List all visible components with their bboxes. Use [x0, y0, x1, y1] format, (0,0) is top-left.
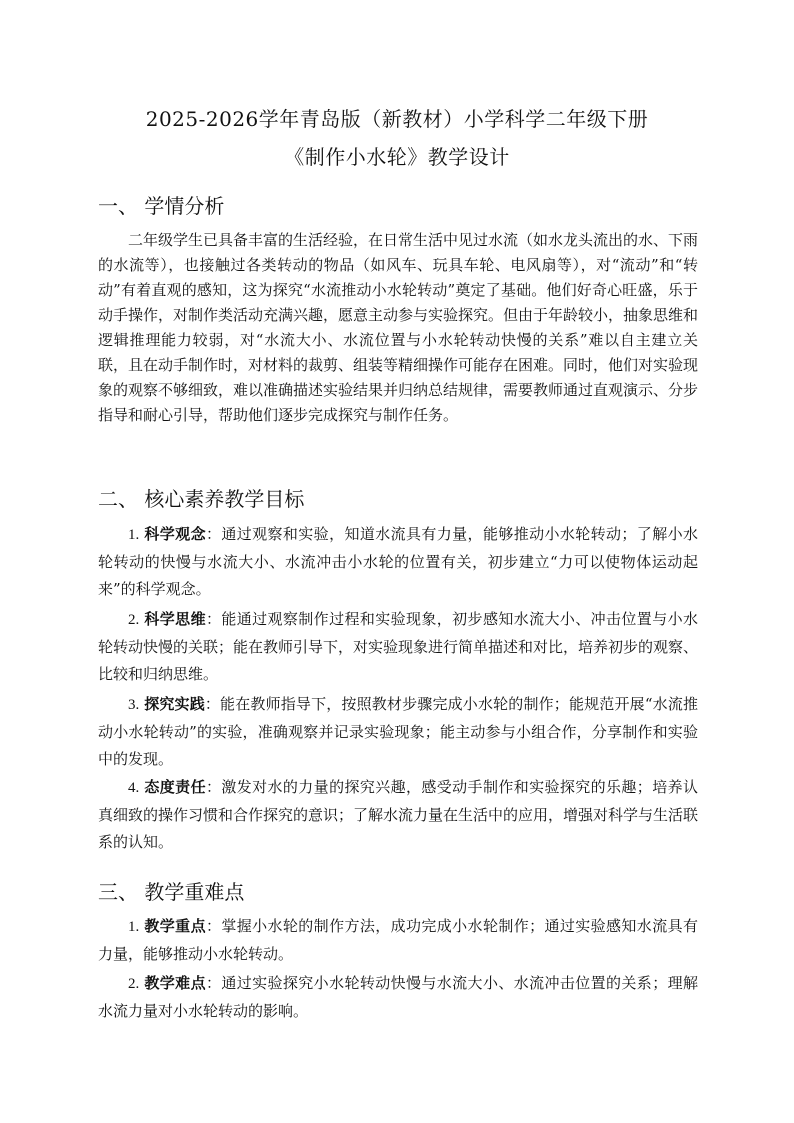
- objective-number: 4.: [128, 780, 140, 796]
- section1-paragraph: 二年级学生已具备丰富的生活经验，在日常生活中见过水流（如水龙头流出的水、下雨的水流等），也接触过各类转动的物品（如风车、玩具车轮、电风扇等），对“流动”和“转动”有着直观的感知，这为探究“水流推动小水轮转动”奠定了基础。他们好奇心旺盛，乐于动手操作，对制作类活动充满兴趣，愿意主动参与实验探究。但由于年龄较小，抽象思维和逻辑推理能力较弱，对“水流大小、水流位置与小水轮转动快慢的关系”难以自主建立关联，且在动手制作时，对材料的裁剪、组装等精细操作可能存在困难。同时，他们对实验现象的观察不够细致，难以准确描述实验结果并归纳总结规律，需要教师通过直观演示、分步指导和耐心引导，帮助他们逐步完成探究与制作任务。: [98, 231, 699, 424]
- keypoint-item: [98, 913, 698, 968]
- keypoint-item: [98, 970, 698, 1025]
- objective-label: 态度责任: [144, 778, 206, 796]
- keypoint-text: ：掌握小水轮的制作方法，成功完成小水轮制作；通过实验感知水流具有力量，能够推动小水轮转动。: [98, 917, 698, 963]
- objective-label: 探究实践: [144, 695, 205, 713]
- objective-text: ：能在教师指导下，按照教材步骤完成小水轮的制作；能规范开展“水流推动小水轮转动”的实验，准确观察并记录实验现象；能主动参与小组合作，分享制作和实验中的发现。: [98, 695, 698, 768]
- objective-label: 科学观念: [144, 525, 206, 543]
- objective-text: ：通过观察和实验，知道水流具有力量，能够推动小水轮转动；了解小水轮转动的快慢与水流大小、水流冲击小水轮的位置有关，初步建立“力可以使物体运动起来”的科学观念。: [98, 525, 698, 598]
- keypoint-number: 2.: [128, 976, 140, 992]
- keypoint-text: ：通过实验探究小水轮转动快慢与水流大小、水流冲击位置的关系；理解水流力量对小水轮转动的影响。: [98, 974, 698, 1020]
- objective-number: 3.: [128, 697, 140, 713]
- objective-number: 2.: [128, 612, 140, 628]
- keypoint-label: 教学难点: [144, 974, 206, 992]
- objective-text: ：激发对水的力量的探究兴趣，感受动手制作和实验探究的乐趣；培养认真细致的操作习惯和合作探究的意识；了解水流力量在生活中的应用，增强对科学与生活联系的认知。: [98, 778, 699, 851]
- objective-item: [98, 774, 698, 856]
- keypoint-number: 1.: [128, 919, 140, 935]
- document-title-line2: 《制作小水轮》教学设计: [284, 145, 510, 169]
- section3-heading: 三、 教学重难点: [98, 880, 245, 904]
- document-title-line1: 2025-2026学年青岛版（新教材）小学科学二年级下册: [145, 107, 649, 131]
- objective-label: 科学思维: [144, 610, 206, 628]
- keypoint-label: 教学重点: [144, 917, 206, 935]
- objective-item: [98, 606, 698, 688]
- objective-text: ：能通过观察制作过程和实验现象，初步感知水流大小、冲击位置与小水轮转动快慢的关联；能在教师引导下，对实验现象进行简单描述和对比，培养初步的观察、比较和归纳思维。: [98, 610, 699, 683]
- section1-heading: 一、 学情分析: [98, 194, 225, 218]
- objective-item: [98, 521, 698, 603]
- objective-number: 1.: [128, 527, 140, 543]
- objective-item: [98, 691, 698, 773]
- section2-heading: 二、 核心素养教学目标: [98, 487, 305, 511]
